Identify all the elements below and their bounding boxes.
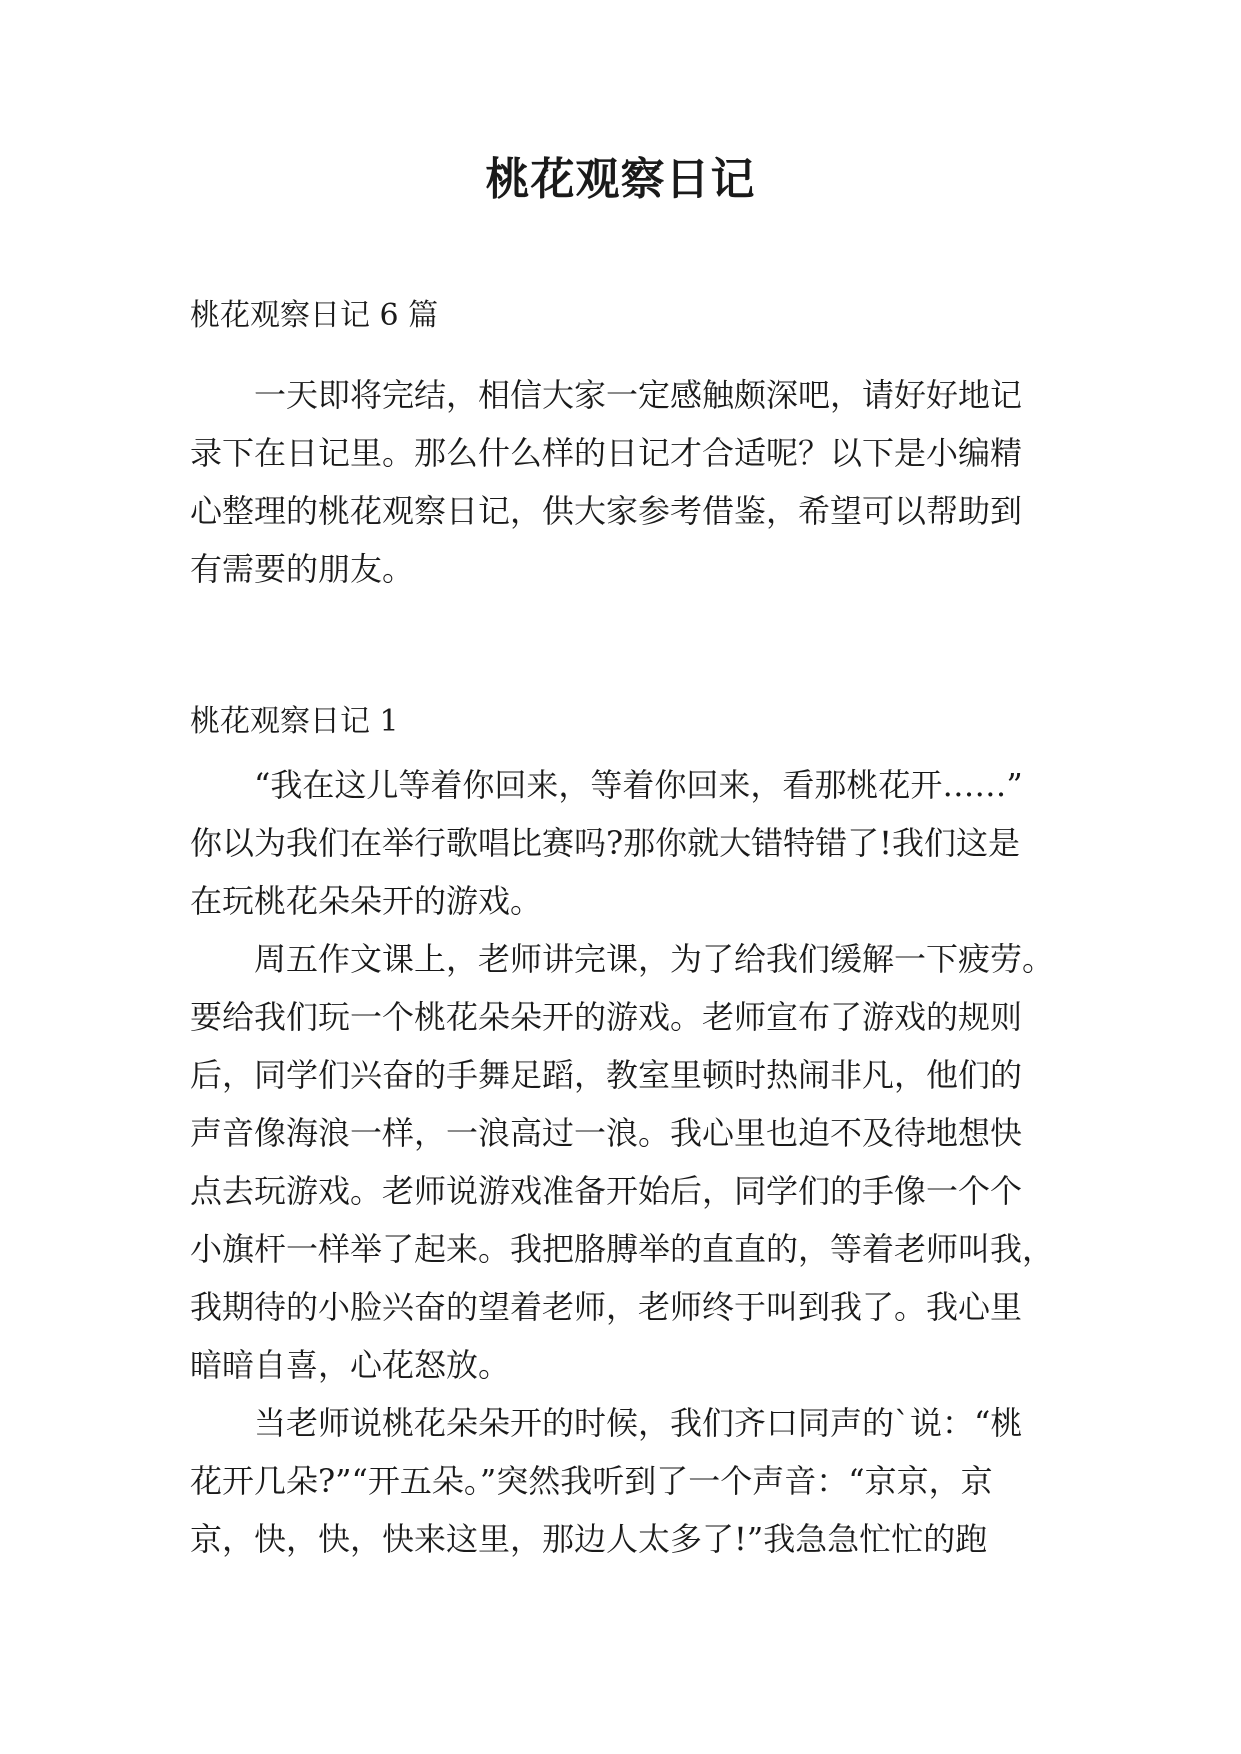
text-line: 声音像海浪一样，一浪高过一浪。我心里也迫不及待地想快 (190, 1114, 1023, 1152)
text-line: 点去玩游戏。老师说游戏准备开始后，同学们的手像一个个 (190, 1172, 1023, 1210)
text-line: 小旗杆一样举了起来。我把胳膊举的直直的，等着老师叫我， (190, 1230, 1055, 1268)
text-line: 在玩桃花朵朵开的游戏。 (190, 882, 543, 920)
text-line: 暗暗自喜，心花怒放。 (190, 1346, 511, 1384)
text-line: 当老师说桃花朵朵开的时候，我们齐口同声的`说：“桃 (254, 1404, 1023, 1442)
document-subtitle: 桃花观察日记 6 篇 (190, 298, 439, 333)
paragraph-2 (190, 930, 1056, 1394)
text-line: 有需要的朋友。 (190, 550, 415, 588)
text-line: 后，同学们兴奋的手舞足蹈，教室里顿时热闹非凡，他们的 (190, 1056, 1023, 1094)
text-line: 录下在日记里。那么什么样的日记才合适呢？以下是小编精 (190, 434, 1023, 472)
text-line: 京，快，快，快来这里，那边人太多了!”我急急忙忙的跑 (190, 1520, 988, 1558)
text-line: 周五作文课上，老师讲完课，为了给我们缓解一下疲劳。 (254, 940, 1055, 978)
text-line: 要给我们玩一个桃花朵朵开的游戏。老师宣布了游戏的规则 (190, 998, 1023, 1036)
section-heading: 桃花观察日记 1 (190, 704, 399, 739)
text-line: 心整理的桃花观察日记，供大家参考借鉴，希望可以帮助到 (190, 492, 1023, 530)
paragraph-1 (190, 756, 1056, 930)
document-title: 桃花观察日记 (485, 154, 756, 205)
text-line: “我在这儿等着你回来，等着你回来，看那桃花开……” (254, 766, 1023, 804)
intro-paragraph (190, 366, 1056, 598)
text-line: 你以为我们在举行歌唱比赛吗?那你就大错特错了!我们这是 (190, 824, 1021, 862)
paragraph-3 (190, 1394, 1056, 1568)
text-line: 一天即将完结，相信大家一定感触颇深吧，请好好地记 (254, 376, 1023, 414)
text-line: 花开几朵?”“开五朵。”突然我听到了一个声音：“京京，京 (190, 1462, 993, 1500)
text-line: 我期待的小脸兴奋的望着老师，老师终于叫到我了。我心里 (190, 1288, 1023, 1326)
